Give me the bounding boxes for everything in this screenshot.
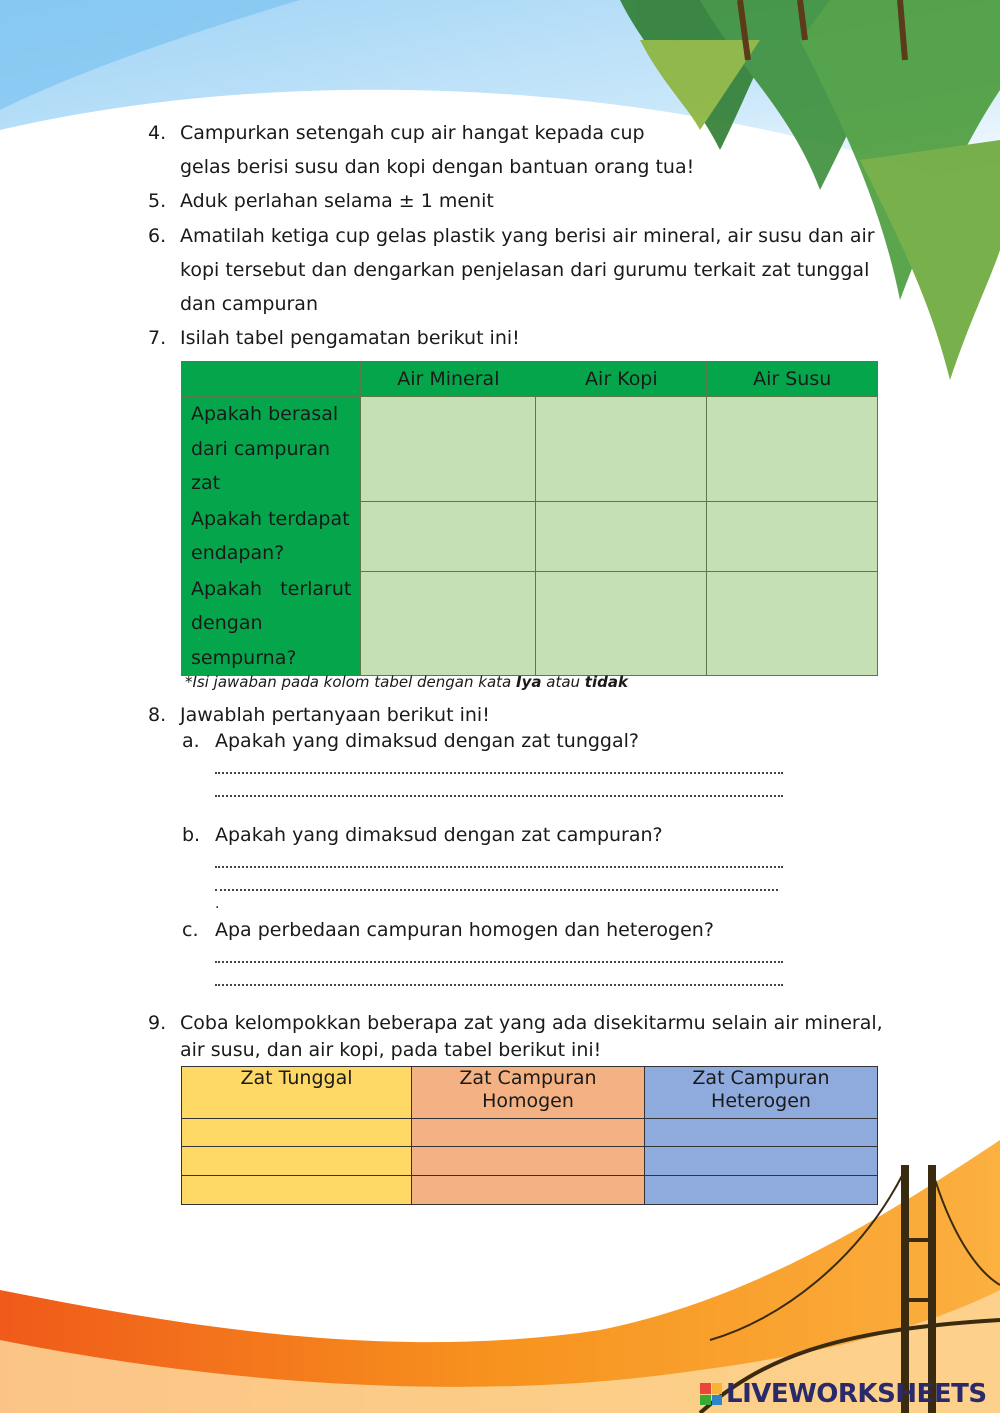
table-row bbox=[182, 1147, 878, 1176]
answer-cell[interactable] bbox=[182, 1176, 412, 1205]
grouping-table bbox=[181, 1066, 878, 1205]
step-4 bbox=[148, 116, 645, 150]
question-text: Coba kelompokkan beberapa zat yang ada disekitarmu selain air mineral, bbox=[180, 1012, 883, 1034]
column-header-air-mineral: Air Mineral bbox=[361, 362, 536, 397]
table-row bbox=[182, 1119, 878, 1147]
row-label-line: zat bbox=[191, 472, 221, 494]
step-6-line-3: dan campuran bbox=[180, 293, 318, 315]
answer-cell[interactable] bbox=[412, 1147, 645, 1176]
column-header-air-kopi: Air Kopi bbox=[536, 362, 707, 397]
item-text: Apakah yang dimaksud dengan zat campuran? bbox=[215, 824, 663, 846]
row-label-line: Apakah terdapat bbox=[191, 507, 350, 530]
liveworksheets-logo bbox=[700, 1378, 987, 1410]
header-line: Heterogen bbox=[711, 1090, 811, 1112]
logo-tile bbox=[712, 1395, 723, 1406]
item-text: Apakah yang dimaksud dengan zat tunggal? bbox=[215, 730, 640, 752]
answer-cell[interactable] bbox=[707, 501, 878, 571]
answer-cell[interactable] bbox=[536, 397, 707, 502]
table-corner-cell bbox=[182, 362, 361, 397]
step-7 bbox=[148, 321, 520, 355]
question-title: Jawablah pertanyaan berikut ini! bbox=[180, 704, 490, 726]
item-label: b. bbox=[182, 824, 201, 846]
answer-cell[interactable] bbox=[536, 571, 707, 676]
logo-tile bbox=[712, 1383, 723, 1394]
answer-cell[interactable] bbox=[536, 501, 707, 571]
row-label-line: sempurna? bbox=[191, 646, 297, 669]
note-text: atau bbox=[541, 673, 585, 691]
question-9 bbox=[148, 1010, 883, 1037]
answer-cell[interactable] bbox=[645, 1147, 878, 1176]
liveworksheets-logo-icon bbox=[700, 1383, 722, 1405]
header-line: Zat Campuran bbox=[692, 1067, 830, 1089]
logo-tile bbox=[700, 1383, 711, 1394]
row-label-line: Apakah berasal bbox=[191, 403, 339, 425]
answer-line[interactable] bbox=[215, 866, 783, 868]
step-text: Aduk perlahan selama ± 1 menit bbox=[180, 190, 494, 212]
row-label bbox=[182, 571, 361, 676]
item-text: Apa perbedaan campuran homogen dan heterogen? bbox=[215, 919, 714, 941]
brand-name: LIVEWORKSHEETS bbox=[726, 1379, 987, 1409]
answer-line[interactable] bbox=[215, 795, 783, 797]
answer-cell[interactable] bbox=[707, 397, 878, 502]
question-9-line-2: air susu, dan air kopi, pada tabel berikut ini! bbox=[180, 1039, 602, 1061]
table-header-row bbox=[182, 1067, 878, 1119]
step-text: Isilah tabel pengamatan berikut ini! bbox=[180, 327, 520, 349]
step-5 bbox=[148, 184, 494, 218]
answer-cell[interactable] bbox=[412, 1119, 645, 1147]
step-text: Campurkan setengah cup air hangat kepada cup bbox=[180, 122, 645, 144]
step-6 bbox=[148, 219, 875, 253]
step-number: 5. bbox=[148, 190, 167, 212]
note-word-tidak: tidak bbox=[584, 673, 628, 691]
question-number: 8. bbox=[148, 704, 167, 726]
row-label-line: Apakah terlarut bbox=[191, 577, 352, 600]
item-label: a. bbox=[182, 730, 200, 752]
answer-cell[interactable] bbox=[645, 1176, 878, 1205]
note-text: *Isi jawaban pada kolom tabel dengan kata bbox=[185, 673, 516, 691]
answer-cell[interactable] bbox=[361, 501, 536, 571]
question-8b bbox=[182, 824, 663, 846]
step-6-line-2: kopi tersebut dan dengarkan penjelasan dari gurumu terkait zat tunggal bbox=[180, 259, 870, 281]
observation-table bbox=[181, 361, 878, 676]
item-label: c. bbox=[182, 919, 199, 941]
note-word-iya: Iya bbox=[516, 673, 542, 691]
table-row bbox=[182, 1176, 878, 1205]
table-header-row bbox=[182, 362, 878, 397]
logo-tile bbox=[700, 1395, 711, 1406]
answer-cell[interactable] bbox=[707, 571, 878, 676]
column-header-zat-tunggal bbox=[182, 1067, 412, 1119]
question-number: 9. bbox=[148, 1012, 167, 1034]
table-row bbox=[182, 501, 878, 571]
column-header-air-susu: Air Susu bbox=[707, 362, 878, 397]
answer-line[interactable] bbox=[215, 961, 783, 963]
column-header-homogen bbox=[412, 1067, 645, 1119]
header-line: Zat Campuran bbox=[459, 1067, 597, 1089]
answer-cell[interactable] bbox=[361, 397, 536, 502]
answer-line[interactable] bbox=[215, 984, 783, 986]
question-8c bbox=[182, 919, 714, 941]
table-row bbox=[182, 397, 878, 502]
answer-line[interactable] bbox=[215, 889, 778, 891]
answer-cell[interactable] bbox=[182, 1119, 412, 1147]
row-label bbox=[182, 397, 361, 502]
table-row bbox=[182, 571, 878, 676]
column-header-heterogen bbox=[645, 1067, 878, 1119]
row-label-line: dengan bbox=[191, 612, 263, 634]
answer-cell[interactable] bbox=[412, 1176, 645, 1205]
step-4-line-2: gelas berisi susu dan kopi dengan bantuan orang tua! bbox=[180, 156, 695, 178]
answer-cell[interactable] bbox=[361, 571, 536, 676]
row-label-line: dari campuran bbox=[191, 437, 331, 460]
step-number: 7. bbox=[148, 327, 167, 349]
step-number: 4. bbox=[148, 122, 167, 144]
table-note bbox=[185, 673, 628, 691]
header-line: Homogen bbox=[482, 1090, 574, 1112]
row-label-line: endapan? bbox=[191, 542, 285, 564]
question-8 bbox=[148, 698, 490, 732]
question-8a bbox=[182, 730, 639, 752]
step-text: Amatilah ketiga cup gelas plastik yang berisi air mineral, air susu dan air bbox=[180, 225, 875, 247]
step-number: 6. bbox=[148, 225, 167, 247]
header-line: Zat Tunggal bbox=[240, 1067, 353, 1089]
stray-dot: . bbox=[215, 896, 220, 912]
answer-line[interactable] bbox=[215, 772, 783, 774]
answer-cell[interactable] bbox=[645, 1119, 878, 1147]
answer-cell[interactable] bbox=[182, 1147, 412, 1176]
row-label bbox=[182, 501, 361, 571]
